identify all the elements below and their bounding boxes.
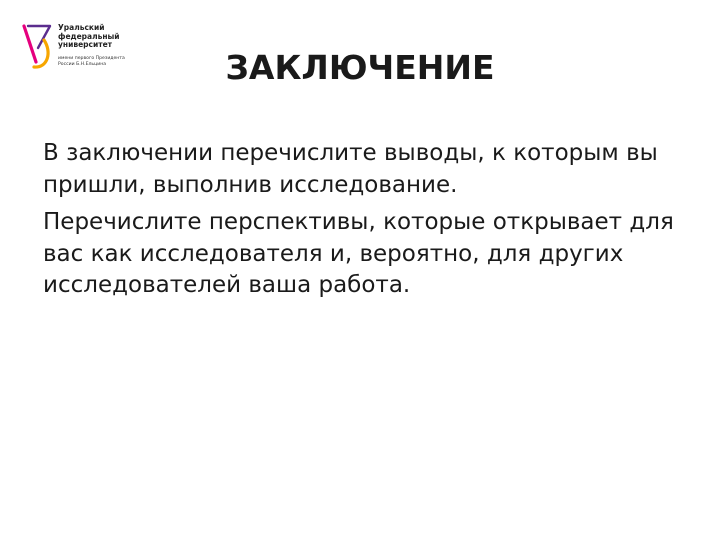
conclusion-paragraph-1: В заключении перечислите выводы, к которым вы пришли, выполнив исследование. <box>43 140 658 198</box>
slide-title: ЗАКЛЮЧЕНИЕ <box>225 48 495 87</box>
conclusion-paragraph-2: Перечислите перспективы, которые открывает для вас как исследователя и, вероятно, для других исследователей ваша работа. <box>43 209 674 298</box>
logo-university-name: Уральский федеральный университет <box>58 23 120 50</box>
slide-body <box>43 138 683 308</box>
logo-university-subtitle: имени первого Президента России Б.Н.Ельцина <box>58 56 125 67</box>
